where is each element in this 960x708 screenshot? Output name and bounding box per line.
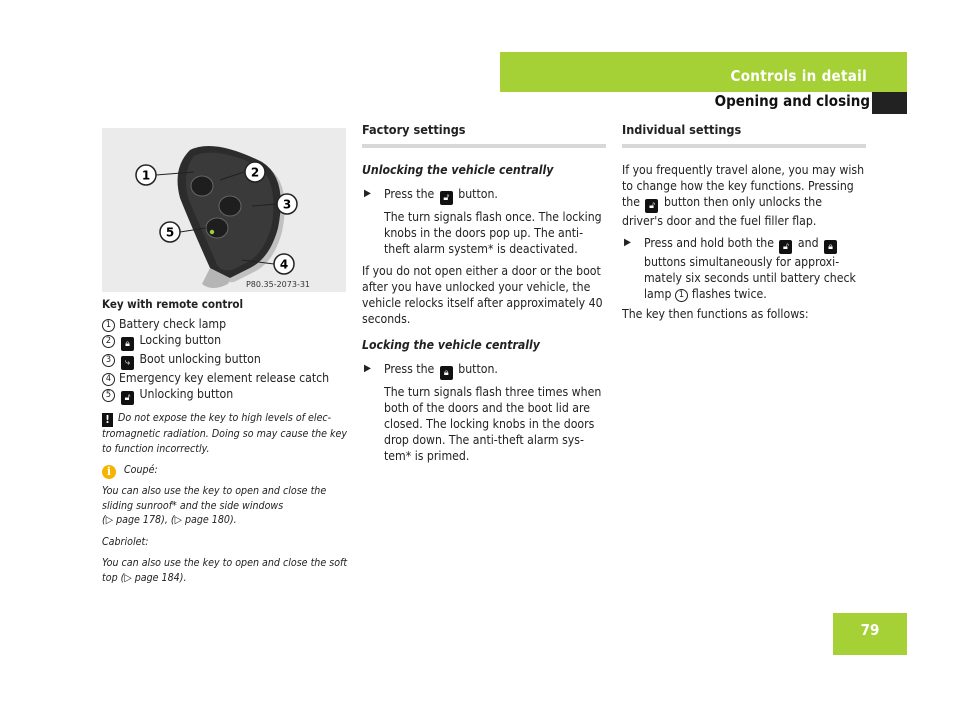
unlock-icon: 🔓︎ xyxy=(440,191,453,205)
unlock-step-text-a: Press the xyxy=(384,187,435,201)
header-section-band xyxy=(500,52,907,92)
intro-text-b: button then only unlocks the driver's door and the fuel filler flap. xyxy=(622,195,822,228)
legend-number: 1 xyxy=(102,319,115,332)
warning-note xyxy=(102,411,352,456)
locking-heading: Locking the vehicle centrally xyxy=(362,338,540,352)
trunk-icon: ⤷ xyxy=(121,356,134,370)
relock-paragraph: If you do not open either a door or the boot after you have unlocked your vehicle, the vehicle relocks itself after approximately 40 seconds. xyxy=(362,264,603,326)
header-subsection-title: Opening and closing xyxy=(714,92,870,110)
lock-step xyxy=(362,361,606,380)
key-remote-illustration xyxy=(102,128,346,292)
lock-step-text-a: Press the xyxy=(384,362,435,376)
warning-icon: ! xyxy=(102,413,113,427)
info-coupe-title: Coupé: xyxy=(124,464,158,476)
legend-item xyxy=(102,351,352,370)
legend-label: Boot unlocking button xyxy=(139,352,261,366)
image-code: P80.35-2073-31 xyxy=(245,280,311,289)
callout-2: 2 xyxy=(250,165,260,180)
image-caption: Key with remote control xyxy=(102,297,244,311)
right-column xyxy=(622,122,866,328)
legend-label: Unlocking button xyxy=(139,387,234,401)
info-coupe-refs: (▷ page 178), (▷ page 180). xyxy=(102,514,237,526)
legend-label: Locking button xyxy=(139,333,222,347)
callout-4: 4 xyxy=(279,257,289,272)
legend-item xyxy=(102,370,352,386)
legend-item xyxy=(102,386,352,405)
individual-outro: The key then functions as follows: xyxy=(622,307,809,321)
individual-settings-title: Individual settings xyxy=(622,122,866,148)
press-hold-step xyxy=(622,235,866,302)
lock-icon: 🔒︎ xyxy=(440,366,453,380)
step-text-and: and xyxy=(797,236,819,250)
page-number: 79 xyxy=(860,621,880,639)
individual-intro xyxy=(622,162,866,229)
left-column xyxy=(102,296,352,592)
middle-column xyxy=(362,122,606,470)
unlock-icon: 🔓︎ xyxy=(779,240,792,254)
page-number-block xyxy=(833,613,907,655)
unlock-description: The turn signals flash once. The locking knobs in the doors pop up. The anti-theft alarm system* is deactivated. xyxy=(384,210,602,256)
step-callout-number: 1 xyxy=(675,289,688,302)
intro-text-a: If you frequently travel alone, you may wish to change how the key functions. Pressing the xyxy=(622,163,865,209)
info-cabrio-text: You can also use the key to open and close the soft top (▷ page 184). xyxy=(102,557,348,584)
lock-icon: 🔒︎ xyxy=(121,337,134,351)
callout-3: 3 xyxy=(282,197,292,212)
legend-number: 5 xyxy=(102,389,115,402)
legend-item xyxy=(102,332,352,351)
unlock-icon: 🔓︎ xyxy=(645,199,658,213)
step-text-b: buttons simultaneously for approxi-mately six seconds until battery check lamp xyxy=(644,255,856,301)
legend-number: 4 xyxy=(102,373,115,386)
lock-description: The turn signals flash three times when both of the doors and the boot lid are closed. The locking knobs in the doors drop down. The anti-theft alarm sys-tem* is primed. xyxy=(384,385,602,463)
header-dark-block xyxy=(872,92,907,114)
step-text-c: flashes twice. xyxy=(691,287,767,301)
info-icon: i xyxy=(102,465,116,479)
info-note-header xyxy=(102,463,352,479)
lock-icon: 🔒︎ xyxy=(824,240,837,254)
step-text-a: Press and hold both the xyxy=(644,236,774,250)
legend-item xyxy=(102,316,352,332)
legend-list xyxy=(102,316,352,405)
key-remote-svg xyxy=(102,128,346,292)
legend-label: Emergency key element release catch xyxy=(119,371,330,385)
header-section-title: Controls in detail xyxy=(730,67,867,85)
warning-text: Do not expose the key to high levels of elec-tromagnetic radiation. Doing so may cause the key to function incorrectly. xyxy=(102,412,348,455)
callout-1: 1 xyxy=(141,168,151,183)
callout-5: 5 xyxy=(165,225,175,240)
legend-number: 3 xyxy=(102,354,115,367)
legend-label: Battery check lamp xyxy=(119,317,227,331)
lock-step-text-b: button. xyxy=(458,362,498,376)
info-cabrio-title: Cabriolet: xyxy=(102,535,149,548)
unlock-step xyxy=(362,186,606,205)
legend-number: 2 xyxy=(102,335,115,348)
unlock-icon: 🔓︎ xyxy=(121,391,134,405)
factory-settings-title: Factory settings xyxy=(362,122,606,148)
unlock-step-text-b: button. xyxy=(458,187,498,201)
unlocking-heading: Unlocking the vehicle centrally xyxy=(362,163,554,177)
info-coupe-text: You can also use the key to open and close the sliding sunroof* and the side windows xyxy=(102,485,327,512)
